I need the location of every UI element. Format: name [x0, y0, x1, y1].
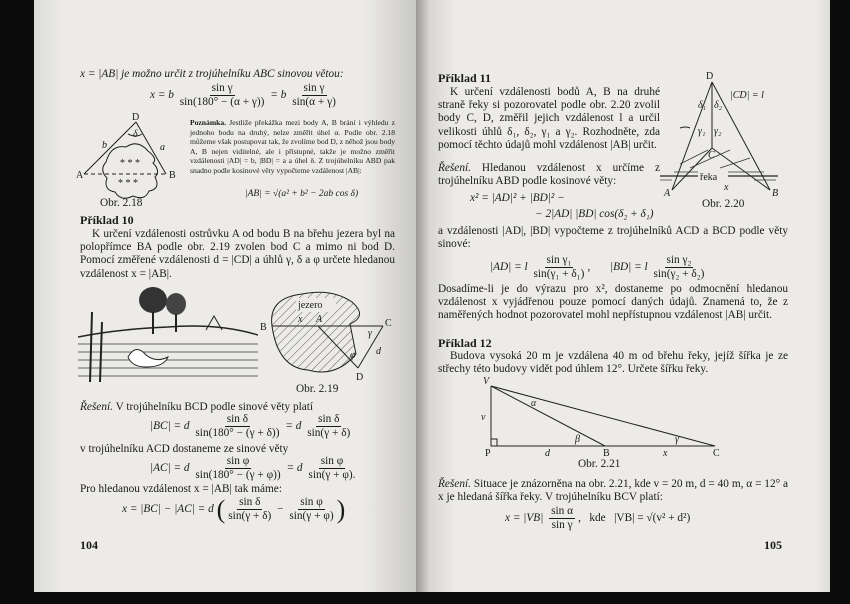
solution-label: Řešení.: [438, 162, 471, 174]
svg-text:A: A: [316, 314, 323, 325]
formula-bc: [150, 413, 353, 440]
formula-bd: [610, 254, 707, 281]
example-12-title: Příklad 12: [438, 336, 492, 350]
formula-cos-1: x² = |AD|² + |BD|² −: [470, 192, 565, 204]
num: sin α: [551, 505, 574, 517]
mid: = b: [270, 89, 287, 102]
fig-2-21-caption: Obr. 2.21: [578, 458, 621, 470]
num: sin γ: [303, 82, 325, 94]
num: sin γ₁: [546, 254, 572, 266]
mid: −: [277, 503, 284, 516]
svg-text:x: x: [298, 314, 303, 325]
num: sin δ: [318, 413, 340, 425]
den: sin(γ + δ): [228, 510, 272, 522]
page-number-left: 104: [80, 538, 98, 552]
formula-sine-abc: [150, 82, 339, 109]
num: sin φ: [300, 496, 323, 508]
num: sin γ: [211, 82, 233, 94]
solution-11-line2: a vzdálenosti |AD|, |BD| vypočteme z trojúhelníků ACD a BCD podle věty sinové:: [438, 225, 788, 251]
svg-text:A: A: [76, 170, 84, 181]
svg-text:γ₁: γ₁: [698, 126, 706, 137]
mid: = d: [286, 462, 303, 475]
note-text: Jestliže překážka mezi body A, B brání i výhledu z jednoho bodu na druhý, nelze změřit úhel α. Podle obr. 2.18 můžeme však postupovat tak, že zvolíme bod D, z něhož jsou body A, B nejen viditelné, ale i přístupné, takže je možno změřit vzdálenosti |AD| = b, |BD| = a a úhel δ. Z trojúhelníku ABD pak snadno podle kosinové věty vypočteme vzdálenost |AB|:: [190, 118, 395, 175]
fig-2-19-caption: Obr. 2.19: [296, 383, 339, 395]
lhs: |AC| = d: [150, 462, 190, 475]
den: sin(180° − (γ + δ)): [195, 427, 280, 439]
lhs: |BD| = l: [610, 261, 648, 274]
lake-illustration: [78, 282, 258, 387]
solution-label: Řešení.: [80, 401, 113, 413]
solution-text: V trojúhelníku BCD podle sinové věty platí: [115, 401, 314, 413]
formula-ac: [150, 455, 359, 482]
formula-ad: |AD| = l $\frac{\text{sin γ₁}}{\text{sin(γ₁ + δ₁)}}$ ,: [490, 254, 591, 280]
example-10-title: Příklad 10: [80, 213, 134, 227]
label-jezero: jezero: [298, 300, 323, 311]
rest: , kde |VB| = √(v² + d²): [578, 512, 691, 525]
svg-text:* * *: * * *: [118, 178, 138, 189]
example-10-text: K určení vzdálenosti ostrůvku A od bodu B na břehu jezera byl na polopřímce BA podle obr. 2.19 zvolen bod C a mimo ni bod D. Pomocí změřené vzdálenosti d = |CD| a úhlů γ, δ a φ určete hledanou vzdálenost x = |AB|.: [80, 228, 395, 280]
svg-text:δ₁: δ₁: [698, 100, 707, 111]
fig-2-20-caption: Obr. 2.20: [702, 198, 745, 210]
svg-text:D: D: [706, 71, 714, 82]
figure-2-19: [258, 288, 398, 383]
svg-text:|CD| = l: |CD| = l: [730, 90, 764, 101]
den: sin(γ₁ + δ₁): [533, 268, 585, 280]
svg-text:* * *: * * *: [120, 158, 140, 169]
svg-text:x: x: [663, 448, 668, 456]
svg-text:řeka: řeka: [700, 172, 718, 183]
solution-11-text: [438, 162, 660, 188]
lhs: |BC| = d: [150, 420, 190, 433]
mid: = d: [285, 420, 302, 433]
svg-text:a: a: [160, 142, 165, 153]
solution-12-text: [438, 478, 788, 504]
svg-text:β: β: [575, 434, 580, 445]
formula-cos-2: − 2|AD| |BD| cos(δ₂ + δ₁): [535, 208, 654, 220]
svg-text:C: C: [385, 318, 392, 329]
num: sin γ₂: [666, 254, 692, 266]
svg-text:B: B: [772, 188, 779, 199]
num: sin φ: [226, 455, 250, 467]
svg-text:b: b: [102, 140, 107, 151]
svg-text:B: B: [169, 170, 176, 181]
den: sin(γ₂ + δ₂): [653, 268, 705, 280]
svg-text:v: v: [481, 412, 486, 423]
note-formula: |AB| = √(a² + b² − 2ab cos δ): [245, 189, 359, 199]
note-title: Poznámka.: [190, 118, 227, 127]
svg-text:D: D: [356, 372, 364, 383]
den: sin(180° − (α + γ)): [179, 96, 265, 108]
solution-10-line3: Pro hledanou vzdálenost x = |AB| tak máme:: [80, 483, 282, 495]
svg-text:φ: φ: [350, 350, 356, 361]
intro-text: x = |AB| je možno určit z trojúhelníku ABC sinovou větou:: [80, 68, 344, 80]
fig-2-18-caption: Obr. 2.18: [100, 197, 143, 209]
formula-x: x = |BC| − |AC| = d ( $\frac{\text{sin δ}}{\sin(\gamma + \delta)}$ − $\frac{\text{sin φ}}{\sin(\gamma + \varphi)}$ ): [122, 494, 346, 524]
lhs: x = |BC| − |AC| = d: [122, 503, 214, 516]
den: sin(α + γ): [292, 96, 336, 108]
svg-text:x: x: [724, 182, 729, 193]
svg-text:d: d: [376, 346, 381, 357]
num: sin δ: [226, 413, 249, 425]
svg-text:α: α: [531, 398, 537, 409]
solution-text: Hledanou vzdálenost x určíme z trojúhelníku ABD podle kosinové věty:: [438, 162, 660, 188]
figure-2-21: [475, 376, 725, 456]
solution-label: Řešení.: [438, 478, 471, 490]
solution-11-text2: Dosadíme-li je do výrazu pro x², dostaneme po odmocnění hledanou vzdálenost x vyjádřenou pouze pomocí daných údajů. Znamená to, že z naměřených hodnot pozorovatel mohl nepřístupnou vzdálenost |AB| určit.: [438, 283, 788, 322]
page-number-right: 105: [764, 538, 782, 552]
svg-text:C: C: [713, 448, 720, 456]
example-12-text: Budova vysoká 20 m je vzdálena 40 m od břehu řeky, jejíž šířka je ze střechy této budovy vidět pod úhlem 12°. Určete šířku řeky.: [438, 350, 788, 376]
den: sin(180° − (γ + φ)): [195, 469, 281, 481]
lhs: x = b: [150, 89, 174, 102]
svg-text:B: B: [603, 448, 610, 456]
svg-text:δ: δ: [133, 129, 138, 140]
solution-10-line2: v trojúhelníku ACD dostaneme ze sinové věty: [80, 443, 289, 455]
label-d: D: [132, 112, 140, 123]
svg-text:C: C: [708, 150, 715, 161]
formula-vb: [505, 505, 690, 532]
figure-2-20: [660, 68, 795, 213]
svg-text:γ: γ: [368, 328, 372, 339]
num: sin φ: [320, 455, 344, 467]
den: sin(γ + φ): [289, 510, 334, 522]
svg-text:d: d: [545, 448, 550, 456]
svg-text:V: V: [483, 376, 490, 387]
example-11-text: K určení vzdálenosti bodů A, B na druhé straně řeky si pozorovatel podle obr. 2.20 zvolil body C, D, změřil jejich vzdálenost l a určil velikosti úhlů δ₁, δ₂, γ₁ a γ₂. Rozhodněte, zda pomocí těchto údajů mohl vzdálenost |AB| určit.: [438, 86, 660, 151]
num: sin δ: [239, 496, 261, 508]
svg-text:P: P: [485, 448, 491, 456]
solution-text: Situace je znázorněna na obr. 2.21, kde v = 20 m, d = 40 m, α = 12° a x je hledaná šířka řeky. V trojúhelníku BCV platí:: [438, 478, 789, 504]
den: sin(γ + δ): [307, 427, 351, 439]
svg-text:δ₂: δ₂: [714, 100, 723, 111]
svg-text:A: A: [664, 188, 671, 199]
lhs: |AD| = l: [490, 261, 528, 274]
svg-text:B: B: [260, 322, 267, 333]
svg-text:γ₂: γ₂: [714, 126, 722, 137]
example-11-title: Příklad 11: [438, 71, 492, 85]
den: sin(γ + φ).: [308, 469, 356, 481]
note-block: [190, 118, 395, 176]
svg-text:γ: γ: [675, 434, 679, 445]
den: sin γ: [551, 519, 573, 531]
lhs: x = |VB|: [505, 512, 544, 525]
